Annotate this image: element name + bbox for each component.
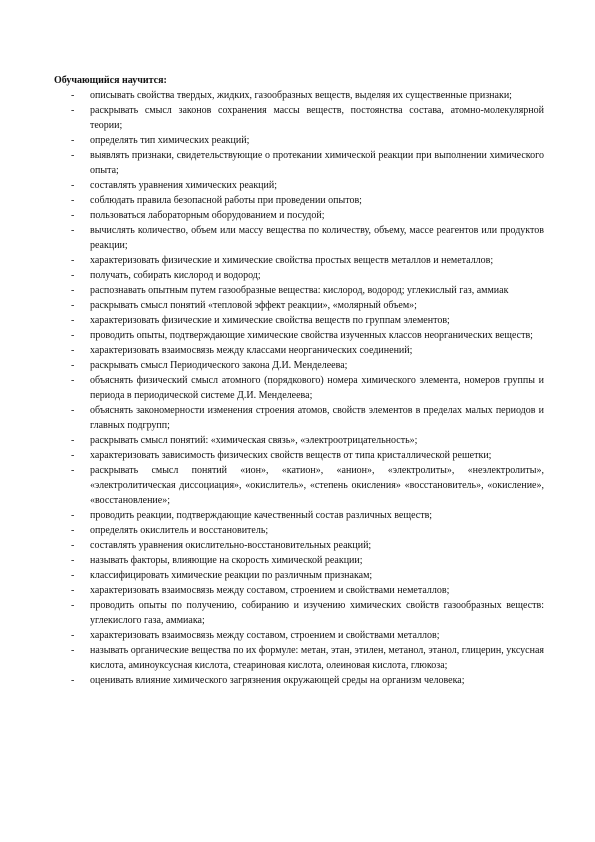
list-item xyxy=(54,448,544,463)
list-item-text: вычислять количество, объем или массу вещества по количеству, объему, массе реагентов или продуктов реакции; xyxy=(90,225,544,251)
list-item-text: определять окислитель и восстановитель; xyxy=(90,525,269,536)
list-item-text: характеризовать взаимосвязь между классами неорганических соединений; xyxy=(90,345,413,356)
bullet-dash: - xyxy=(71,345,75,356)
list-item-text: характеризовать взаимосвязь между составом, строением и свойствами неметаллов; xyxy=(90,585,450,596)
bullet-dash: - xyxy=(71,555,75,566)
bullet-dash: - xyxy=(71,675,75,686)
bullet-dash: - xyxy=(71,105,75,116)
bullet-dash: - xyxy=(71,285,75,296)
list-item xyxy=(54,208,544,223)
list-item xyxy=(54,523,544,538)
list-item xyxy=(54,103,544,133)
bullet-dash: - xyxy=(71,525,75,536)
bullet-dash: - xyxy=(71,600,75,611)
bullet-dash: - xyxy=(71,360,75,371)
list-item-text: оценивать влияние химического загрязнения окружающей среды на организм человека; xyxy=(90,675,465,686)
list-item xyxy=(54,673,544,688)
list-item-text: характеризовать взаимосвязь между составом, строением и свойствами металлов; xyxy=(90,630,440,641)
bullet-dash: - xyxy=(71,210,75,221)
bullet-dash: - xyxy=(71,180,75,191)
bullet-dash: - xyxy=(71,540,75,551)
list-item xyxy=(54,643,544,673)
bullet-dash: - xyxy=(71,405,75,416)
list-item-text: характеризовать зависимость физических свойств веществ от типа кристаллической решетки; xyxy=(90,450,492,461)
section-heading: Обучающийся научится: xyxy=(54,75,167,86)
list-item xyxy=(54,328,544,343)
bullet-dash: - xyxy=(71,150,75,161)
list-item-text: получать, собирать кислород и водород; xyxy=(90,270,261,281)
list-item-text: называть факторы, влияющие на скорость химической реакции; xyxy=(90,555,363,566)
list-item-text: определять тип химических реакций; xyxy=(90,135,250,146)
list-item-text: составлять уравнения окислительно-восстановительных реакций; xyxy=(90,540,372,551)
list-item xyxy=(54,403,544,433)
list-item-text: раскрывать смысл законов сохранения массы веществ, постоянства состава, атомно-молекулярной теории; xyxy=(90,105,544,131)
list-item-text: раскрывать смысл Периодического закона Д.И. Менделеева; xyxy=(90,360,348,371)
bullet-dash: - xyxy=(71,375,75,386)
bullet-dash: - xyxy=(71,225,75,236)
list-item-text: выявлять признаки, свидетельствующие о протекании химической реакции при выполнении химического опыта; xyxy=(90,150,544,176)
list-item xyxy=(54,133,544,148)
bullet-dash: - xyxy=(71,315,75,326)
list-item xyxy=(54,283,544,298)
bullet-dash: - xyxy=(71,630,75,641)
list-item xyxy=(54,568,544,583)
bullet-dash: - xyxy=(71,90,75,101)
bullet-dash: - xyxy=(71,330,75,341)
list-item-text: называть органические вещества по их формуле: метан, этан, этилен, метанол, этанол, глицерин, уксусная кислота, аминоуксусная кислота, стеариновая кислота, олеиновая кислота, глюкоза; xyxy=(90,645,544,671)
bullet-dash: - xyxy=(71,450,75,461)
bullet-dash: - xyxy=(71,255,75,266)
bullet-dash: - xyxy=(71,510,75,521)
learning-outcomes-list xyxy=(54,88,544,688)
list-item-text: описывать свойства твердых, жидких, газообразных веществ, выделяя их существенные признаки; xyxy=(90,90,512,101)
bullet-dash: - xyxy=(71,645,75,656)
list-item xyxy=(54,268,544,283)
list-item xyxy=(54,538,544,553)
list-item xyxy=(54,223,544,253)
list-item-text: распознавать опытным путем газообразные вещества: кислород, водород; углекислый газ, аммиак xyxy=(90,285,509,296)
list-item xyxy=(54,463,544,508)
list-item xyxy=(54,313,544,328)
list-item-text: соблюдать правила безопасной работы при проведении опытов; xyxy=(90,195,362,206)
list-item-text: проводить опыты, подтверждающие химические свойства изученных классов неорганических веществ; xyxy=(90,330,533,341)
bullet-dash: - xyxy=(71,300,75,311)
document-page xyxy=(54,73,544,688)
list-item-text: характеризовать физические и химические свойства простых веществ металлов и неметаллов; xyxy=(90,255,494,266)
bullet-dash: - xyxy=(71,435,75,446)
list-item xyxy=(54,553,544,568)
bullet-dash: - xyxy=(71,585,75,596)
list-item xyxy=(54,343,544,358)
list-item-text: раскрывать смысл понятий: «химическая связь», «электроотрицательность»; xyxy=(90,435,418,446)
list-item xyxy=(54,193,544,208)
list-item xyxy=(54,298,544,313)
list-item-text: составлять уравнения химических реакций; xyxy=(90,180,278,191)
bullet-dash: - xyxy=(71,570,75,581)
list-item-text: объяснять физический смысл атомного (порядкового) номера химического элемента, номеров группы и периода в периодической системе Д.И. Менделеева; xyxy=(90,375,544,401)
list-item xyxy=(54,148,544,178)
list-item xyxy=(54,508,544,523)
list-item xyxy=(54,598,544,628)
list-item xyxy=(54,373,544,403)
list-item-text: проводить реакции, подтверждающие качественный состав различных веществ; xyxy=(90,510,433,521)
list-item-text: классифицировать химические реакции по различным признакам; xyxy=(90,570,373,581)
list-item-text: пользоваться лабораторным оборудованием и посудой; xyxy=(90,210,325,221)
bullet-dash: - xyxy=(71,135,75,146)
list-item xyxy=(54,178,544,193)
list-item xyxy=(54,628,544,643)
list-item xyxy=(54,253,544,268)
bullet-dash: - xyxy=(71,195,75,206)
list-item-text: раскрывать смысл понятий «ион», «катион», «анион», «электролиты», «неэлектролиты», «электролитическая диссоциация», «окислитель», «степень окисления» «восстановитель», «окисление», «восстановление»; xyxy=(90,465,544,506)
list-item xyxy=(54,88,544,103)
list-item-text: объяснять закономерности изменения строения атомов, свойств элементов в пределах малых периодов и главных подгрупп; xyxy=(90,405,544,431)
list-item xyxy=(54,358,544,373)
list-item xyxy=(54,433,544,448)
bullet-dash: - xyxy=(71,465,75,476)
list-item xyxy=(54,583,544,598)
list-item-text: раскрывать смысл понятий «тепловой эффект реакции», «молярный объем»; xyxy=(90,300,417,311)
list-item-text: проводить опыты по получению, собиранию и изучению химических свойств газообразных веществ: углекислого газа, аммиака; xyxy=(90,600,544,626)
list-item-text: характеризовать физические и химические свойства веществ по группам элементов; xyxy=(90,315,450,326)
bullet-dash: - xyxy=(71,270,75,281)
